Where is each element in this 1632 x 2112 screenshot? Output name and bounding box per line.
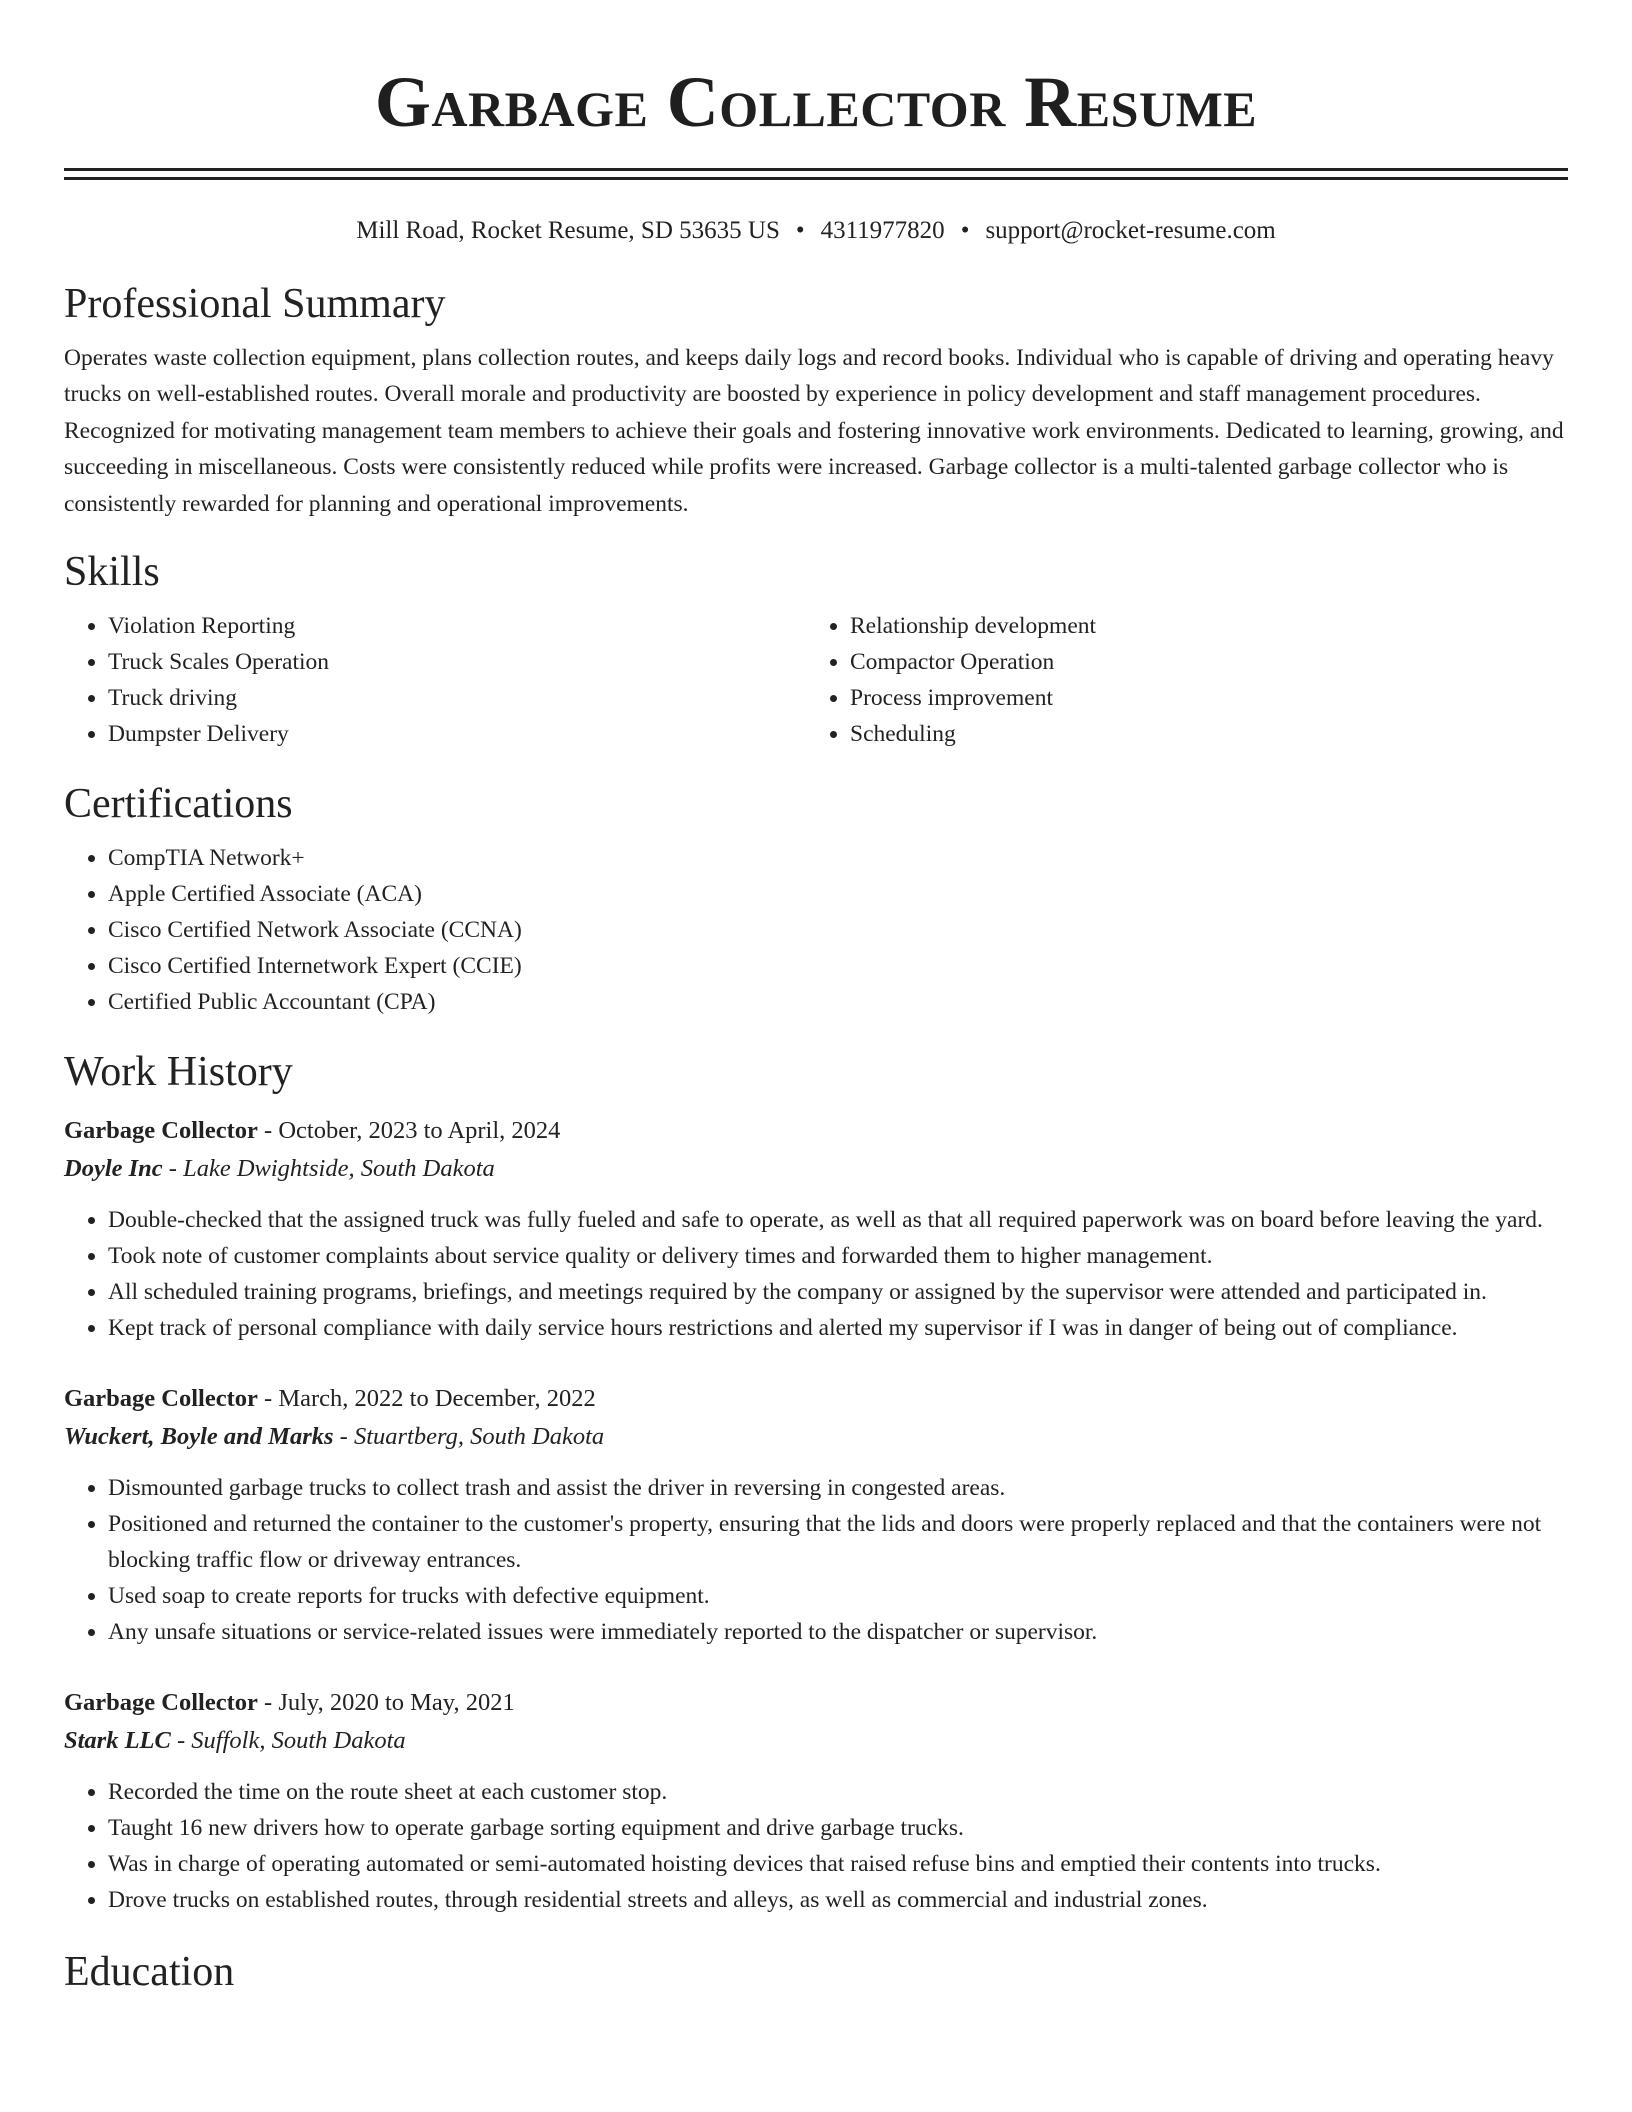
job-bullets <box>64 1470 1568 1650</box>
certification-item: • CompTIA Network+ <box>108 840 1568 876</box>
job-title: Garbage Collector <box>64 1689 258 1717</box>
page-title: Garbage Collector Resume <box>374 62 1258 142</box>
skill-item: • Violation Reporting <box>108 608 806 644</box>
education-heading: Education <box>64 1949 235 1996</box>
summary-text: Operates waste collection equipment, plans collection routes, and keeps daily logs and record books. Individual who is capable of driving and operating heavy trucks on well-established routes. Overall morale and productivity are boosted by experience in policy development and staff management procedures. Recognized for motivating management team members to achieve their goals and fostering innovative work environments. Dedicated to learning, growing, and succeeding in miscellaneous. Costs were consistently reduced while profits were increased. Garbage collector is a multi-talented garbage collector who is consistently rewarded for planning and operational improvements. <box>64 345 1564 517</box>
certification-item: • Cisco Certified Network Associate (CCNA) <box>108 912 1568 948</box>
job-bullet: • Took note of customer complaints about service quality or delivery times and forwarded them to higher management. <box>108 1238 1568 1274</box>
certification-item: • Cisco Certified Internetwork Expert (CCIE) <box>108 948 1568 984</box>
job-bullet: • Positioned and returned the container to the customer's property, ensuring that the lids and doors were properly replaced and that the containers were not blocking traffic flow or driveway entrances. <box>108 1506 1568 1578</box>
job-dates: - March, 2022 to December, 2022 <box>257 1385 596 1413</box>
certification-item: • Certified Public Accountant (CPA) <box>108 984 1568 1020</box>
skills-heading: Skills <box>64 549 160 596</box>
job-entry <box>64 1684 1568 1918</box>
job-title-line <box>64 1112 1568 1150</box>
contact-separator: • <box>960 217 970 244</box>
certifications-list <box>64 840 1568 1020</box>
job-company-line <box>64 1150 1568 1188</box>
summary-heading: Professional Summary <box>64 281 446 327</box>
contact-phone: 4311977820 <box>820 217 945 244</box>
job-bullet: • Double-checked that the assigned truck was fully fueled and safe to operate, as well as that all required paperwork was on board before leaving the yard. <box>108 1202 1568 1238</box>
job-location: - Stuartberg, South Dakota <box>333 1423 605 1451</box>
job-dates: - October, 2023 to April, 2024 <box>257 1117 561 1145</box>
certifications-heading: Certifications <box>64 781 293 828</box>
job-title: Garbage Collector <box>64 1385 258 1413</box>
job-bullet: • All scheduled training programs, briefings, and meetings required by the company or assigned by the supervisor were attended and participated in. <box>108 1274 1568 1310</box>
title-divider-bottom <box>64 177 1568 180</box>
job-entry <box>64 1112 1568 1346</box>
resume-page <box>64 0 1568 1998</box>
job-dates: - July, 2020 to May, 2021 <box>257 1689 515 1717</box>
skills-list <box>64 608 1568 752</box>
contact-email: support@rocket-resume.com <box>985 217 1276 244</box>
title-divider-top <box>64 168 1568 171</box>
job-bullet: • Drove trucks on established routes, through residential streets and alleys, as well as commercial and industrial zones. <box>108 1882 1568 1918</box>
job-bullet: • Used soap to create reports for trucks with defective equipment. <box>108 1578 1568 1614</box>
job-title-line <box>64 1684 1568 1722</box>
work-history-heading: Work History <box>64 1049 293 1096</box>
contact-line <box>64 214 1568 248</box>
skill-item: • Scheduling <box>850 716 1548 752</box>
job-bullet: • Dismounted garbage trucks to collect trash and assist the driver in reversing in congested areas. <box>108 1470 1568 1506</box>
job-bullet: • Recorded the time on the route sheet at each customer stop. <box>108 1774 1568 1810</box>
job-title: Garbage Collector <box>64 1117 258 1145</box>
skill-item: • Relationship development <box>850 608 1548 644</box>
skill-item: • Truck driving <box>108 680 806 716</box>
contact-separator: • <box>795 217 805 244</box>
skill-item: • Truck Scales Operation <box>108 644 806 680</box>
job-bullets <box>64 1202 1568 1346</box>
job-company: Doyle Inc <box>64 1155 163 1183</box>
skill-item: • Process improvement <box>850 680 1548 716</box>
job-company-line <box>64 1418 1568 1456</box>
job-company-line <box>64 1722 1568 1760</box>
skill-item: • Dumpster Delivery <box>108 716 806 752</box>
job-title-line <box>64 1380 1568 1418</box>
job-bullet: • Any unsafe situations or service-related issues were immediately reported to the dispatcher or supervisor. <box>108 1614 1568 1650</box>
skills-column-left <box>64 608 806 752</box>
contact-address: Mill Road, Rocket Resume, SD 53635 US <box>356 217 780 244</box>
certification-item: • Apple Certified Associate (ACA) <box>108 876 1568 912</box>
job-bullets <box>64 1774 1568 1918</box>
job-location: - Suffolk, South Dakota <box>170 1727 406 1755</box>
skills-column-right <box>806 608 1548 752</box>
job-entry <box>64 1380 1568 1650</box>
job-bullet: • Was in charge of operating automated or semi-automated hoisting devices that raised refuse bins and emptied their contents into trucks. <box>108 1846 1568 1882</box>
job-location: - Lake Dwightside, South Dakota <box>162 1155 495 1183</box>
job-bullet: • Taught 16 new drivers how to operate garbage sorting equipment and drive garbage trucks. <box>108 1810 1568 1846</box>
skill-item: • Compactor Operation <box>850 644 1548 680</box>
job-company: Stark LLC <box>64 1727 171 1755</box>
job-company: Wuckert, Boyle and Marks <box>64 1423 334 1451</box>
job-bullet: • Kept track of personal compliance with daily service hours restrictions and alerted my supervisor if I was in danger of being out of compliance. <box>108 1310 1568 1346</box>
